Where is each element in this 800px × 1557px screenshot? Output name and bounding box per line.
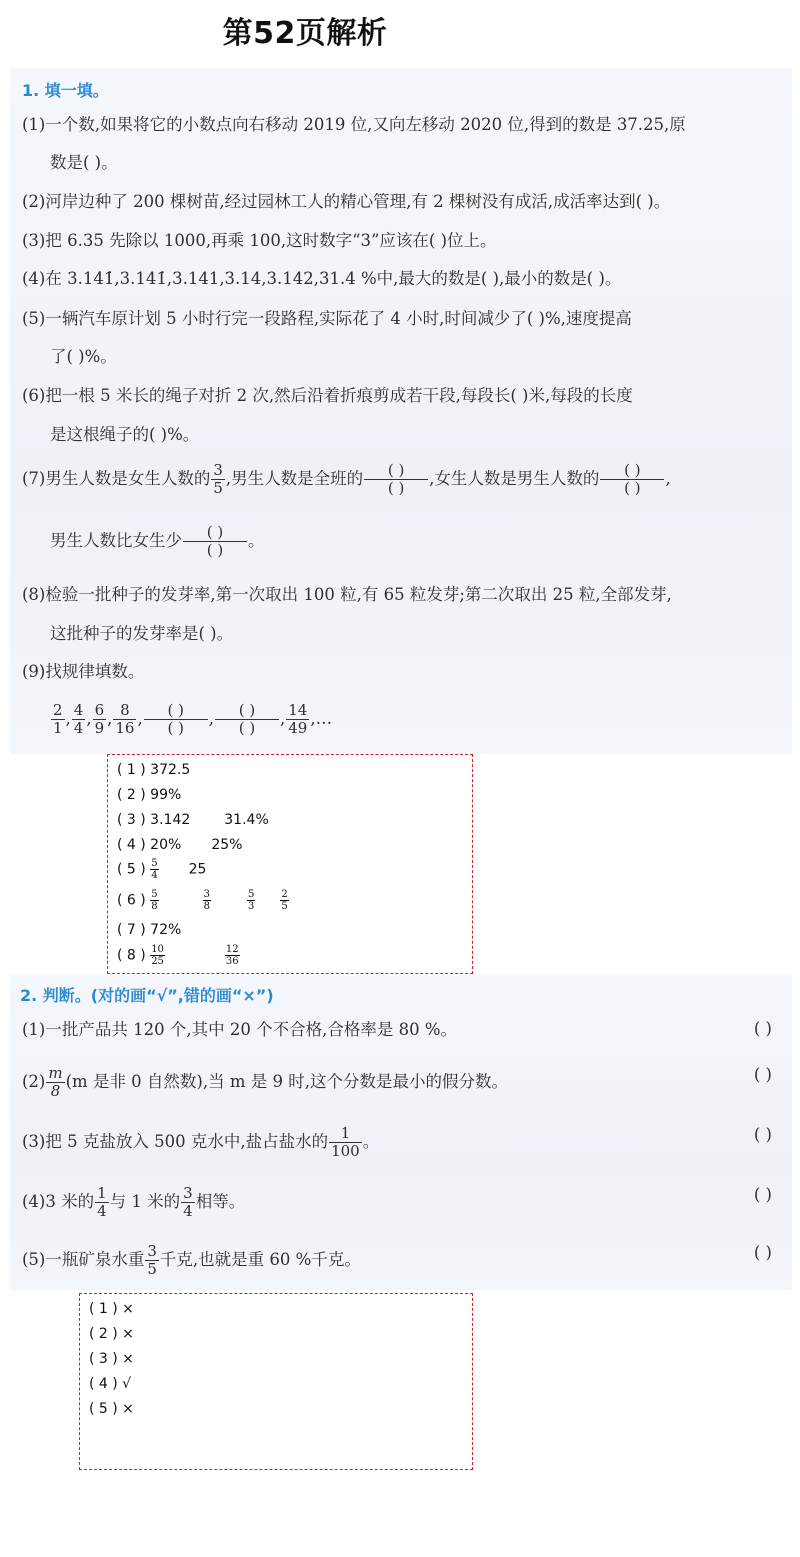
answer-box-2 [79,1293,473,1470]
q7-line2-text: 男生人数比女生少 [50,531,182,550]
answer-1-4: ( 4 ) 20% 25% [117,837,243,853]
answer-1-8-fraction-1: $\frac{10}{25}$ [151,944,164,967]
answer-box-1 [107,754,473,974]
answer-2-5: ( 5 ) × [89,1401,134,1417]
q9-frac-last: $\frac{14}{49}$ [288,701,308,737]
q1-line1: (1)一个数,如果将它的小数点向右移动 2019 位,又向左移动 2020 位,得到的数是 37.25,原 [22,115,686,134]
q9-frac-3: $\frac{6}{9}$ [94,701,105,737]
judgement-section-image [10,975,792,1290]
answer-1-3: ( 3 ) 3.142 31.4% [117,812,269,828]
judge-q3: (3)把 5 克盐放入 500 克水中,盐占盐水的 $\frac{1}{100}$ 。 [22,1124,380,1160]
q8-line1: (8)检验一批种子的发芽率,第一次取出 100 粒,有 65 粒发芽;第二次取出 25 粒,全部发芽, [22,585,672,604]
page-title: 第52页解析 [222,16,388,51]
q7-blank-3: $\frac{( )}{( )}$ [183,524,247,559]
answer-1-1: ( 1 ) 372.5 [117,762,191,778]
q9-ellipsis: ,… [310,709,333,728]
q6-line1: (6)把一根 5 米长的绳子对折 2 次,然后沿着折痕剪成若干段,每段长( )米,每段的长度 [22,386,633,405]
answer-2-4: ( 4 ) √ [89,1376,132,1392]
judge-q2: (2) $\frac{m}{8}$ (m 是非 0 自然数),当 m 是 9 时,这个分数是最小的假分数。 [22,1064,508,1100]
judge-q2-answer-blank: ( ) [753,1065,772,1084]
judge-q3-fraction: $\frac{1}{100}$ [331,1124,360,1160]
q7-blank-2: $\frac{( )}{( )}$ [600,462,664,497]
q6-line2: 是这根绳子的( )%。 [50,425,200,444]
q5-line2: 了( )%。 [50,347,117,366]
q1-line2: 数是( )。 [50,153,118,172]
judge-q5: (5)一瓶矿泉水重 $\frac{3}{5}$ 千克,也就是重 60 %千克。 [22,1242,361,1278]
judge-q4-answer-blank: ( ) [753,1185,772,1204]
answer-1-6: ( 6 ) $\frac{5}{8}$ $\frac{3}{8}$ $\frac{5}{3}$ $\frac{2}{5}$ [117,889,288,912]
section2-heading: 2. 判断。(对的画“√”,错的画“×”) [20,986,274,1005]
q9-sequence: $\frac{2}{1}$ , $\frac{4}{4}$ , $\frac{6}{9}$ , $\frac{8}{16}$ , $\frac{( )}{( )}$ , $\frac{( )}{( )}$ , $\frac{14}{49}$ ,… [53,701,333,737]
q4: (4)在 3.14̇1̇,3.141̇,3.141,3.14,3.142,31.4 %中,最大的数是( ),最小的数是( )。 [22,269,622,288]
q5-line1: (5)一辆汽车原计划 5 小时行完一段路程,实际花了 4 小时,时间减少了( )%,速度提高 [22,309,632,328]
answer-1-6-fraction-2: $\frac{3}{8}$ [203,889,210,912]
answer-1-5-fraction: $\frac{5}{4}$ [151,858,158,881]
judge-q5-answer-blank: ( ) [753,1243,772,1262]
answer-1-5: ( 5 ) $\frac{5}{4}$ 25 [117,858,207,881]
q9-frac-1: $\frac{2}{1}$ [53,701,63,737]
judge-q4-fraction-1: $\frac{1}{4}$ [97,1184,107,1220]
q7-line1: (7)男生人数是女生人数的 $\frac{3}{5}$ ,男生人数是全班的 $\frac{( )}{( )}$ ,女生人数是男生人数的 $\frac{( )}{( )}$ , [22,461,671,497]
answer-2-1: ( 1 ) × [89,1301,134,1317]
q9-blank-1: $\frac{( )}{( )}$ [144,702,208,737]
q7-line2: 男生人数比女生少 $\frac{( )}{( )}$ 。 [50,523,265,559]
q9-frac-4: $\frac{8}{16}$ [115,701,135,737]
judge-q1: (1)一批产品共 120 个,其中 20 个不合格,合格率是 80 %。 [22,1020,457,1039]
q7-fraction: $\frac{3}{5}$ [213,461,223,497]
judge-q5-fraction: $\frac{3}{5}$ [147,1242,157,1278]
judge-q2-fraction: $\frac{m}{8}$ [48,1064,63,1100]
fill-in-section-image [10,68,792,754]
judge-q4: (4)3 米的 $\frac{1}{4}$ 与 1 米的 $\frac{3}{4}$ 相等。 [22,1184,246,1220]
q9-blank-2: $\frac{( )}{( )}$ [215,702,279,737]
q9: (9)找规律填数。 [22,662,145,681]
answer-1-6-fraction-3: $\frac{5}{3}$ [247,889,255,912]
q7-text-a: (7)男生人数是女生人数的 [22,469,211,488]
answer-2-3: ( 3 ) × [89,1351,134,1367]
q7-text-c: ,女生人数是男生人数的 [429,469,600,488]
answer-1-8-fraction-2: $\frac{12}{36}$ [225,944,239,967]
section1-heading: 1. 填一填。 [22,81,109,100]
answer-1-7: ( 7 ) 72% [117,922,182,938]
answer-1-8: ( 8 ) $\frac{10}{25}$ $\frac{12}{36}$ [117,944,239,967]
judge-q1-answer-blank: ( ) [753,1019,772,1038]
q7-blank-1: $\frac{( )}{( )}$ [364,462,428,497]
q3: (3)把 6.35 先除以 1000,再乘 100,这时数字“3”应该在( )位上。 [22,231,497,250]
judge-q4-fraction-2: $\frac{3}{4}$ [183,1184,193,1220]
answer-2-2: ( 2 ) × [89,1326,134,1342]
answer-1-6-fraction-4: $\frac{2}{5}$ [281,889,288,912]
q7-text-b: ,男生人数是全班的 [225,469,364,488]
q8-line2: 这批种子的发芽率是( )。 [50,624,234,643]
answer-1-2: ( 2 ) 99% [117,787,182,803]
q9-frac-2: $\frac{4}{4}$ [73,701,84,737]
judge-q3-answer-blank: ( ) [753,1125,772,1144]
answer-1-6-fraction-1: $\frac{5}{8}$ [151,889,158,912]
q2: (2)河岸边种了 200 棵树苗,经过园林工人的精心管理,有 2 棵树没有成活,成活率达到( )。 [22,192,671,211]
